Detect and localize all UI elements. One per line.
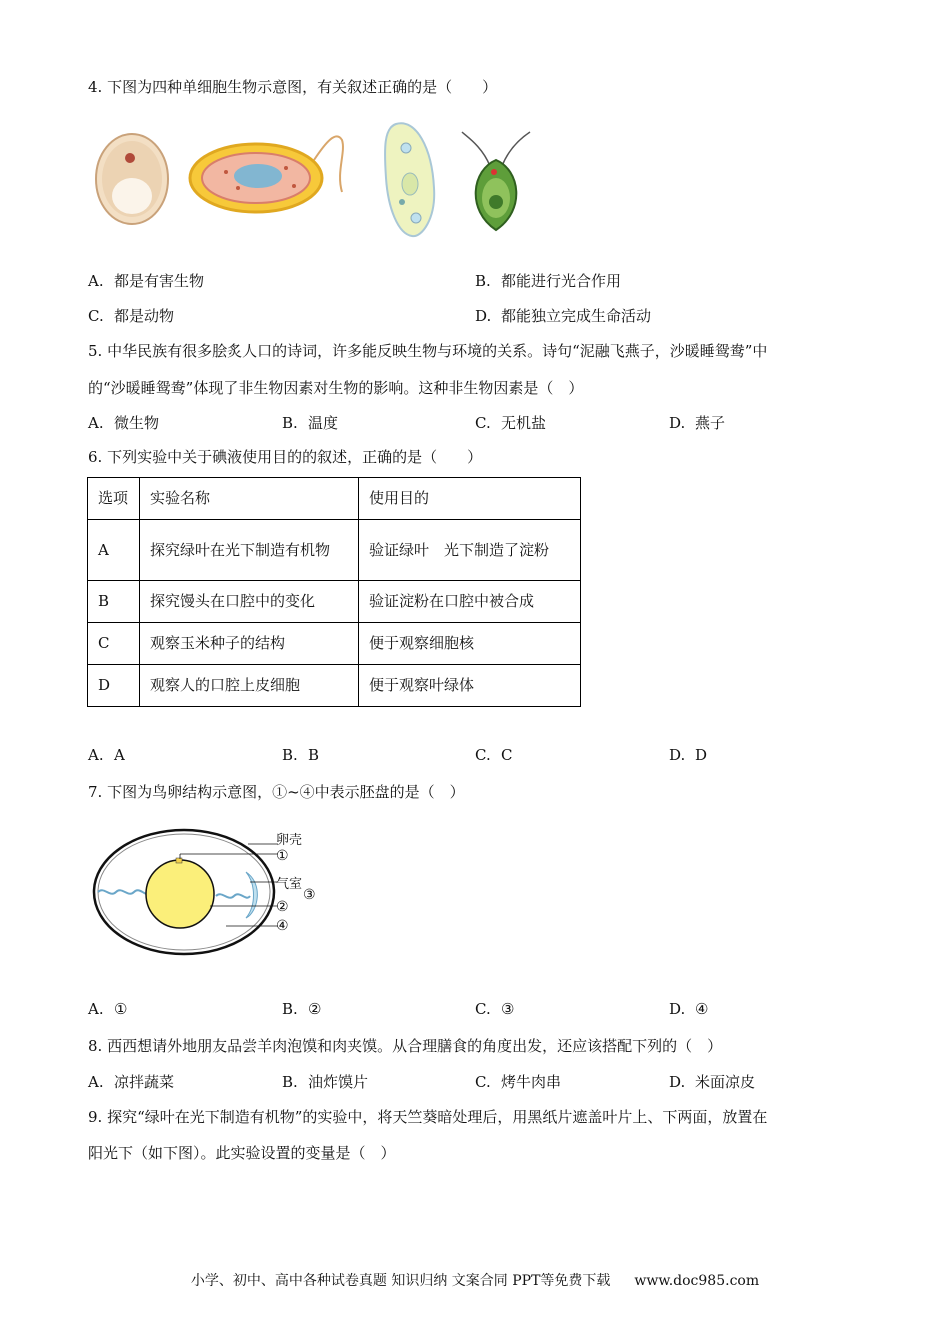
- table-header-cell: 实验名称: [140, 478, 359, 520]
- q8-option-b[interactable]: [282, 1071, 368, 1092]
- paramecium-icon: [376, 118, 446, 242]
- option-text: A: [114, 746, 125, 764]
- table-cell: 便于观察细胞核: [359, 623, 581, 665]
- page-footer: [0, 1270, 950, 1290]
- q8-option-d[interactable]: [669, 1071, 755, 1092]
- label-4: ④: [276, 918, 289, 934]
- option-text: 都能进行光合作用: [501, 272, 622, 290]
- option-key: B.: [475, 272, 491, 290]
- option-text: 微生物: [114, 414, 160, 432]
- table-cell: 验证绿叶 光下制造了淀粉: [359, 520, 581, 581]
- q7-option-a[interactable]: [88, 1000, 127, 1018]
- q6-option-d[interactable]: [669, 746, 707, 764]
- q8-option-a[interactable]: [88, 1071, 174, 1092]
- label-shell: 卵壳: [276, 833, 303, 848]
- experiment-table: [87, 477, 581, 707]
- option-text: C: [501, 746, 513, 764]
- option-key: A.: [88, 1073, 104, 1091]
- q6-option-b[interactable]: [282, 746, 319, 764]
- label-1: ①: [276, 848, 289, 864]
- option-key: B.: [282, 1000, 298, 1018]
- q5-stem-line1: 5. 中华民族有很多脍炙人口的诗词，许多能反映生物与环境的关系。诗句“泥融飞燕子，沙暖睡鸳鸯”中: [88, 342, 768, 360]
- option-key: A.: [88, 272, 104, 290]
- table-cell: 探究馒头在口腔中的变化: [140, 581, 359, 623]
- label-air-chamber: 气室: [276, 877, 303, 892]
- option-text: 无机盐: [501, 414, 547, 432]
- option-text: B: [308, 746, 320, 764]
- option-key: A.: [88, 414, 104, 432]
- q9-stem-line1: 9. 探究“绿叶在光下制造有机物”的实验中，将天竺葵暗处理后，用黑纸片遮盖叶片上、下两面，放置在: [88, 1108, 768, 1126]
- option-text: ④: [695, 1000, 709, 1018]
- table-cell: A: [88, 520, 140, 581]
- option-key: C.: [475, 1000, 491, 1018]
- option-text: 都是动物: [114, 307, 175, 325]
- option-key: D.: [669, 746, 686, 764]
- q6-stem: 6. 下列实验中关于碘液使用目的的叙述，正确的是（ ）: [88, 448, 483, 466]
- option-key: B.: [282, 414, 298, 432]
- table-header-cell: 使用目的: [359, 478, 581, 520]
- option-text: 燕子: [695, 414, 726, 432]
- option-key: D.: [669, 414, 686, 432]
- option-text: 米面凉皮: [695, 1073, 756, 1091]
- option-text: 温度: [308, 414, 339, 432]
- q5-option-b[interactable]: [282, 412, 338, 433]
- option-key: A.: [88, 746, 104, 764]
- table-cell: 验证淀粉在口腔中被合成: [359, 581, 581, 623]
- option-key: C.: [475, 1073, 491, 1091]
- footer-text: 小学、初中、高中各种试卷真题 知识归纳 文案合同 PPT等免费下载: [190, 1273, 611, 1289]
- option-text: 都是有害生物: [114, 272, 205, 290]
- table-cell: B: [88, 581, 140, 623]
- q5-option-d[interactable]: [669, 412, 725, 433]
- option-key: C.: [475, 414, 491, 432]
- option-text: ③: [501, 1000, 515, 1018]
- q6-option-c[interactable]: [475, 746, 512, 764]
- option-text: ①: [114, 1000, 128, 1018]
- option-key: D.: [475, 307, 492, 325]
- table-cell: 观察玉米种子的结构: [140, 623, 359, 665]
- option-text: ②: [308, 1000, 322, 1018]
- q4-option-b[interactable]: [475, 270, 621, 291]
- footer-url[interactable]: www.doc985.com: [634, 1273, 760, 1289]
- option-key: B.: [282, 1073, 298, 1091]
- table-cell: 便于观察叶绿体: [359, 665, 581, 707]
- q5-option-a[interactable]: [88, 412, 159, 433]
- q5-stem-line2: 的“沙暖睡鸳鸯”体现了非生物因素对生物的影响。这种非生物因素是（ ）: [88, 379, 584, 397]
- option-text: 凉拌蔬菜: [114, 1073, 175, 1091]
- q5-option-c[interactable]: [475, 412, 546, 433]
- q7-stem: 7. 下图为鸟卵结构示意图，①~④中表示胚盘的是（ ）: [88, 783, 465, 801]
- q4-option-a[interactable]: [88, 270, 204, 291]
- q7-option-d[interactable]: [669, 1000, 708, 1018]
- option-key: C.: [88, 307, 104, 325]
- label-3: ③: [303, 887, 316, 903]
- q9-stem-line2: 阳光下（如下图）。此实验设置的变量是（ ）: [88, 1144, 396, 1162]
- bird-egg-diagram: [90, 826, 330, 976]
- q7-option-c[interactable]: [475, 1000, 514, 1018]
- table-row: [88, 520, 581, 581]
- option-text: 烤牛肉串: [501, 1073, 562, 1091]
- option-key: D.: [669, 1073, 686, 1091]
- yeast-cell-icon: [92, 130, 172, 228]
- table-header-cell: 选项: [88, 478, 140, 520]
- option-text: 都能独立完成生命活动: [501, 307, 652, 325]
- q7-option-b[interactable]: [282, 1000, 321, 1018]
- q6-option-a[interactable]: [88, 746, 125, 764]
- q4-option-c[interactable]: [88, 305, 174, 326]
- q4-option-d[interactable]: [475, 305, 651, 326]
- table-row: [88, 623, 581, 665]
- label-2: ②: [276, 899, 289, 915]
- table-cell: C: [88, 623, 140, 665]
- table-cell: D: [88, 665, 140, 707]
- option-key: B.: [282, 746, 298, 764]
- table-cell: 观察人的口腔上皮细胞: [140, 665, 359, 707]
- option-text: 油炸馍片: [308, 1073, 369, 1091]
- option-key: D.: [669, 1000, 686, 1018]
- option-key: A.: [88, 1000, 104, 1018]
- q8-stem: 8. 西西想请外地朋友品尝羊肉泡馍和肉夹馍。从合理膳食的角度出发，还应该搭配下列的（ ）: [88, 1037, 723, 1055]
- euglena-icon: [460, 126, 532, 236]
- bacterium-icon: [186, 132, 346, 216]
- table-row: [88, 665, 581, 707]
- option-text: D: [695, 746, 708, 764]
- option-key: C.: [475, 746, 491, 764]
- table-cell: 探究绿叶在光下制造有机物: [140, 520, 359, 581]
- q8-option-c[interactable]: [475, 1071, 561, 1092]
- q4-stem: 4. 下图为四种单细胞生物示意图，有关叙述正确的是（ ）: [88, 78, 498, 96]
- table-header-row: [88, 478, 581, 520]
- table-row: [88, 581, 581, 623]
